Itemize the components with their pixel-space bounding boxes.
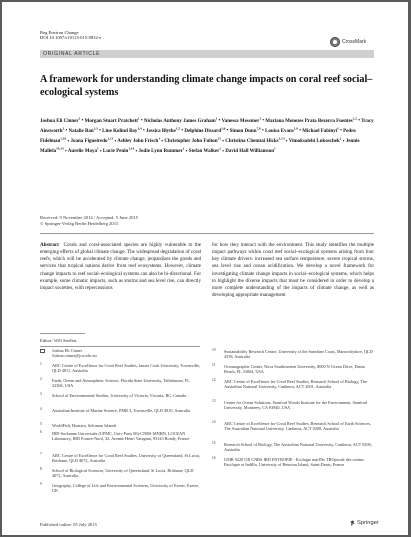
author-affiliation-number: 1 <box>78 116 81 120</box>
doi: DOI 10.1007/s10113-015-0832-z <box>40 35 102 41</box>
affiliation-text: Oceanographic Center, Nova Southeastern University, 8000 N Ocean Drive, Dania Beach, FL 33004, USA <box>224 364 365 375</box>
abstract-right-column <box>212 242 374 299</box>
author-name: Morgan Stuart Pratchett <box>84 118 138 124</box>
springer-horse-icon <box>350 520 355 526</box>
divider <box>40 233 374 234</box>
author-affiliation-number: 7,8 <box>256 126 261 131</box>
received-accepted: Received: 9 November 2014 / Accepted: 5 June 2015 <box>40 215 138 220</box>
author <box>70 136 114 145</box>
author <box>143 116 218 124</box>
author-separator: • <box>217 118 222 124</box>
affiliation-number: 4 <box>40 406 42 411</box>
author-name: David Hall Williamson <box>225 149 274 155</box>
author-name: Line Kolind Bay <box>102 128 138 134</box>
author-affiliation-number: 1 <box>273 146 276 151</box>
affiliation-text: ARC Centre of Excellence for Coral Reef Studies, James Cook University, Townsville, QLD 4811, Australia <box>52 363 201 374</box>
affiliation-number: 3 <box>40 391 42 396</box>
author-separator: • <box>66 139 71 145</box>
author-name: Jodie Lynn Rummer <box>138 149 183 155</box>
author-separator: • <box>64 128 69 134</box>
copyright: © Springer-Verlag Berlin Heidelberg 2015 <box>40 220 119 226</box>
author-separator: • <box>97 128 103 134</box>
author-affiliation-number: 1,13 <box>278 136 285 141</box>
author-separator: • <box>63 149 68 155</box>
author-name: Joshua Eli Cinner <box>40 118 79 124</box>
author-affiliation-number: 1 <box>96 146 99 151</box>
contact-block <box>40 349 200 357</box>
affiliation-number: 13 <box>212 398 216 403</box>
author-separator: • <box>338 128 344 134</box>
author-name: Jennie Mallela <box>40 139 360 155</box>
author <box>188 146 221 155</box>
affiliation-text: Geography, College of Life and Environmental Sciences, University of Exeter, Exeter, UK <box>52 483 199 494</box>
author-separator: • <box>160 139 165 145</box>
editor-note: Editor: Will Steffen. <box>40 338 78 343</box>
author-name: Louisa Evans <box>265 128 294 134</box>
affiliation-text: Research School of Biology, The Australian National University, Canberra, ACT 0200, Australia <box>224 442 372 453</box>
author-affiliation-number: 1 <box>215 116 218 120</box>
contact-name: Joshua Eli Cinner <box>52 348 83 353</box>
affiliation-number: 6 <box>40 429 42 434</box>
author <box>221 116 262 124</box>
affiliation-text: School of Environmental Studies, University of Victoria, Victoria, BC, Canada <box>52 393 187 398</box>
author-affiliation-number: 1,11 <box>107 136 114 141</box>
affiliation-number: 14 <box>212 419 216 424</box>
author-separator: • <box>260 128 265 134</box>
author <box>229 126 261 134</box>
affiliation-number: 7 <box>40 451 42 456</box>
author-separator: • <box>180 128 185 134</box>
affiliation-text: Center for Ocean Solutions, Stanford Woods Institute for the Environment, Stanford University, Monterey, CA 93940, USA <box>224 400 368 411</box>
affiliation-text: School of Biological Sciences, University of Queensland, St Lucia, Brisbane, QLD 4072, Australia <box>52 468 194 479</box>
author-affiliation-number: 1 <box>137 116 140 120</box>
author-affiliation-number: 1,2 <box>352 116 357 120</box>
author-separator: • <box>221 149 226 155</box>
affiliation-number: 5 <box>40 421 42 426</box>
author-name: Pedro Fidelman <box>40 128 356 145</box>
author <box>145 126 181 134</box>
author-affiliation-number: 1,4 <box>137 126 142 131</box>
affiliation-text: IRD-Sorbonne Universités (UPMC, Univ Paris 06)-CNRS-MNHN, LOCEAN Laboratory, IRD France-Nord, 32, Avenue Henri Varagnat, 93143 Bondy, France <box>52 431 190 442</box>
author-affiliation-number: 1,5 <box>175 126 181 131</box>
envelope-icon <box>40 349 45 353</box>
author-name: Vimoksalehi Lukoschek <box>288 139 340 145</box>
author-affiliation-number: 12 <box>217 136 221 141</box>
affiliation-text: Sustainability Research Centre, University of the Sunshine Coast, Maroochydore, QLD 4558, Australia <box>224 349 373 360</box>
affiliation-number: 12 <box>212 377 216 382</box>
author-separator: • <box>298 128 303 134</box>
author <box>265 126 299 134</box>
affiliation-number: 8 <box>40 466 42 471</box>
affiliation-number: 2 <box>40 376 42 381</box>
author <box>84 116 140 124</box>
author-name: Jessica Blythe <box>145 128 176 134</box>
journal-header <box>40 30 101 40</box>
author <box>288 136 342 145</box>
author-separator: • <box>141 128 146 134</box>
author-separator: • <box>184 149 189 155</box>
author <box>117 136 161 145</box>
author <box>184 126 226 134</box>
author-separator: • <box>134 149 139 155</box>
author-separator: • <box>261 118 266 124</box>
author-affiliation-number: 1,16 <box>128 146 135 151</box>
dates <box>40 215 138 227</box>
crossmark-icon <box>330 37 340 47</box>
author-affiliation-number: 1 <box>158 136 161 141</box>
abstract-label: Abstract <box>40 242 59 248</box>
author-name: Tracy Ainsworth <box>40 118 374 134</box>
affiliation-number: 1 <box>40 361 42 366</box>
author-name: Ashley John Frisch <box>117 139 159 145</box>
author <box>138 146 185 155</box>
author-separator: • <box>220 139 226 145</box>
author-name: Michael Fabinyi <box>302 128 338 134</box>
author-name: Delphine Dissard <box>184 128 222 134</box>
affiliations-right <box>212 349 372 519</box>
affiliation-number: 11 <box>212 362 216 367</box>
affiliation-text: Australian Institute of Marine Science, PMB 3, Townsville, QLD 4810, Australia <box>52 408 190 413</box>
affiliation-text: UMR 9220 UR CNRS IRD ENTROPIE - Ecologie marINe TROpicale des océans Pacifique et IndiEn, University of Reunion Island, Saint-Denis, France <box>224 457 365 468</box>
publisher-logo <box>350 520 379 526</box>
paper-title: A framework for understanding climate change impacts on coral reef social–ecological systems <box>40 74 373 98</box>
crossmark-badge[interactable] <box>330 37 366 47</box>
author <box>164 136 221 145</box>
affiliation-number: 16 <box>212 455 216 460</box>
affiliation-text: Earth, Ocean and Atmospheric Science, Florida State University, Tallahassee, FL 32306, USA <box>52 378 190 389</box>
author <box>225 146 276 155</box>
author-name: Joana Figueiredo <box>70 139 108 145</box>
author-affiliation-number: 1 <box>259 116 262 120</box>
footnote-divider <box>40 333 85 334</box>
author-name: Vanessa Messmer <box>221 118 260 124</box>
author-affiliation-number: 14,15 <box>56 146 64 151</box>
author-name: Nicholas Anthony James Graham <box>143 118 216 124</box>
footnote-divider-2 <box>40 346 200 347</box>
author-name: Christopher John Fulton <box>164 139 218 145</box>
abstract-text-left: Corals and coral-associated species are highly vulnerable to the emerging effects of global climate change. The widespread degradation of coral reefs, which will be accelerated by climate change, jeopardizes the goods and services that tropical nations derive from reef ecosystems. However, climate change impacts to reef social–ecological systems can also be bi-directional. For example, some climatic impacts, such as storms and sea level rise, can directly impact societies, with repercussions <box>40 242 202 291</box>
crossmark-label: CrossMark <box>342 39 367 45</box>
affiliation-text: ARC Centre of Excellence for Coral Reef Studies, University of Queensland, St Lucia, Brisbane, QLD 4072, Australia <box>52 453 200 464</box>
author <box>68 126 98 134</box>
author-name: Simon Dunn <box>229 128 257 134</box>
abstract-text-right: for how they interact with the environment. This study identifies the multiple impact pathways within coral reef social–ecological systems arising from four key climate drivers: increased sea surface temperature, severe tropical storms, sea level rise and ocean acidification. We develop a novel framework for investigating climate change impacts in social–ecological systems, which helps to highlight the diverse impacts that must be considered in order to develop a more complete understanding of the impacts of climate change, as well as developing appropriate management <box>212 242 374 299</box>
author-separator: • <box>98 149 103 155</box>
abstract-left-column <box>40 242 201 292</box>
author-affiliation-number: 1,6 <box>221 126 226 131</box>
author <box>302 126 339 134</box>
author-name: Christina Chemtai Hicks <box>225 139 279 145</box>
article-type-bar: ORIGINAL ARTICLE <box>40 50 374 58</box>
published-date: Published online: 05 July 2015 <box>40 522 97 527</box>
author-affiliation-number: 1 <box>219 146 221 151</box>
author-separator: • <box>113 139 118 145</box>
author-affiliation-number: 1,9 <box>293 126 299 131</box>
paper-page <box>2 2 408 535</box>
affiliation-number: 15 <box>212 440 216 445</box>
affiliation-number: 10 <box>212 347 216 352</box>
author-affiliation-number: 1 <box>62 126 65 131</box>
author-separator: • <box>139 118 144 124</box>
affiliation-number: 9 <box>40 481 42 486</box>
affiliation-text: ARC Centre of Excellence for Coral Reef Studies, Research School of Biology, The Australian National University, Canberra, ACT 2601, Australia <box>224 379 367 390</box>
author <box>102 146 135 155</box>
author-affiliation-number: 1 <box>182 146 185 151</box>
author-name: Mariana Menezes Prata Bezerra Fuentes <box>265 118 353 124</box>
author <box>265 116 357 124</box>
author-separator: • <box>80 118 85 124</box>
affiliation-text: ARC Centre of Excellence for Coral Reef Studies, Research School of Earth Sciences, The Australian National University, Canberra, ACT 0200, Australia <box>224 421 372 432</box>
author-affiliation-number: 1,3 <box>93 126 98 131</box>
affiliations-left <box>40 363 200 513</box>
author <box>67 146 99 155</box>
journal-name: Reg Environ Change <box>40 30 79 35</box>
author-affiliation-number: 1 <box>337 126 339 131</box>
author-name: Lucie Penin <box>102 149 129 155</box>
author <box>40 116 81 124</box>
author-separator: • <box>225 128 230 134</box>
publisher-name: Springer <box>357 520 379 526</box>
author-affiliation-number: 1 <box>339 136 342 141</box>
author-separator: • <box>284 139 289 145</box>
author-name: Natalie Ban <box>68 128 94 134</box>
author-affiliation-number: 1,10 <box>60 136 67 141</box>
author-name: Aurelie Moya <box>67 149 97 155</box>
author <box>225 136 285 145</box>
author-separator: • <box>341 139 346 145</box>
affiliation-text: WorldFish, Honiara, Solomon Islands <box>52 423 117 428</box>
author-list <box>40 115 376 156</box>
contact-email[interactable]: Joshua.cinner@jcu.edu.au <box>52 353 97 359</box>
author-name: Stefan Walker <box>188 149 220 155</box>
author-separator: • <box>357 118 362 124</box>
author <box>102 126 142 134</box>
